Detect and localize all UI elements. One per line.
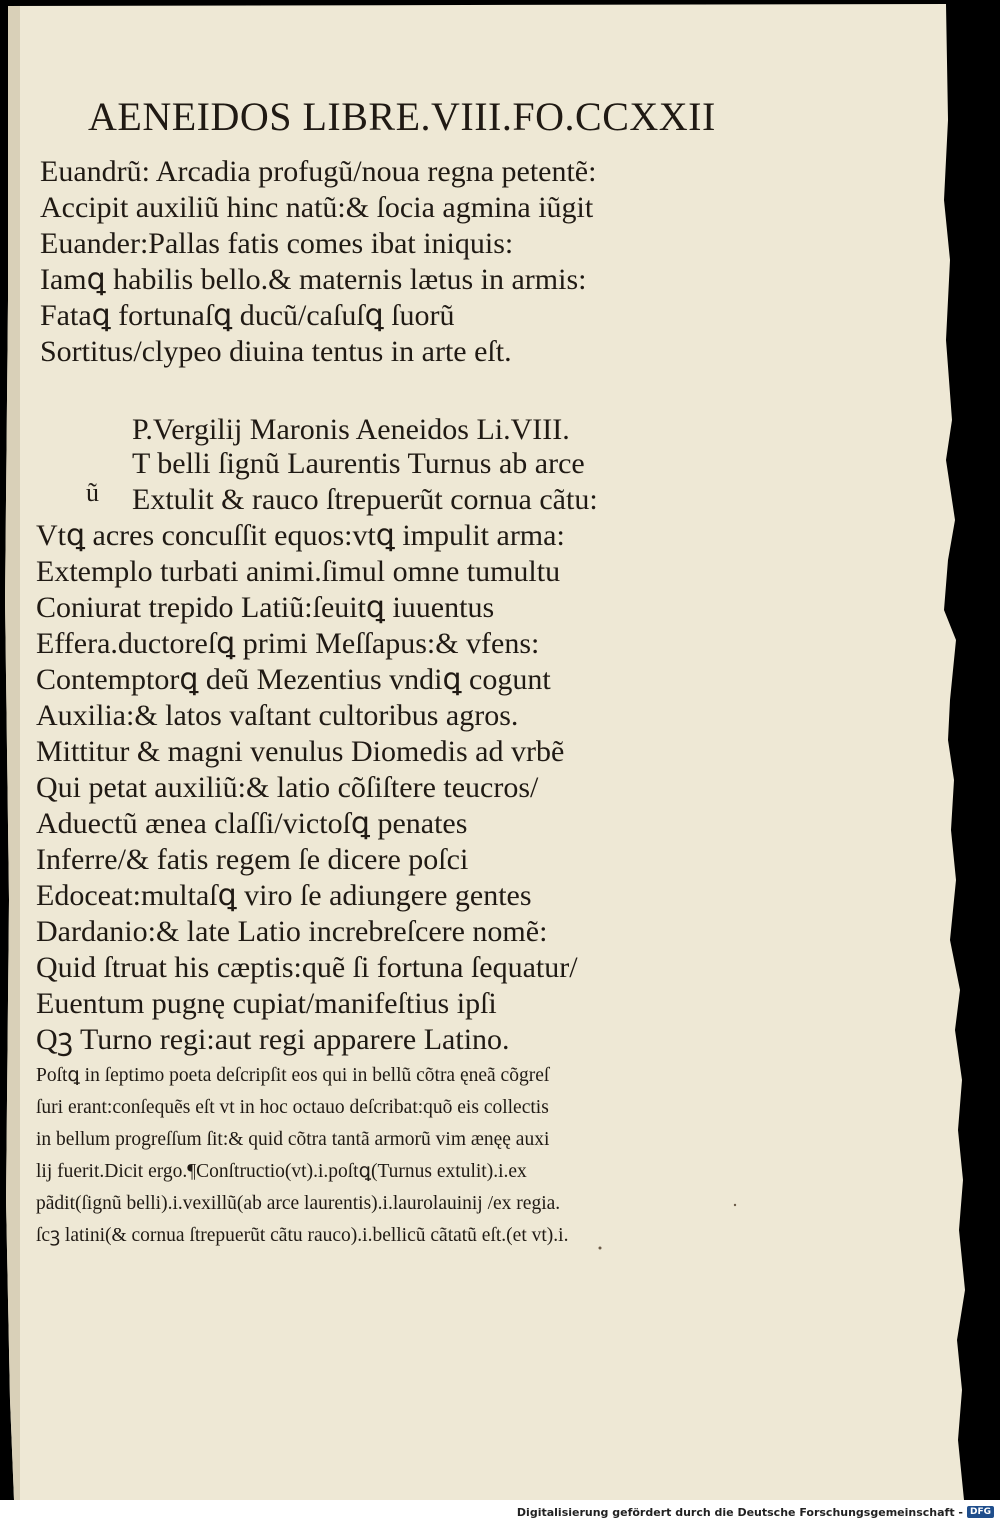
funding-credit: Digitalisierung gefördert durch die Deutsche Forschungsgemeinschaft -	[516, 1505, 963, 1519]
verse-line: Mittitur & magni venulus Diomedis ad vrbẽ	[36, 735, 565, 768]
commentary-line: in bellum progreſſum ſit:& quid cõtra tantã armorũ vim ænęę auxi	[36, 1129, 550, 1150]
verse-line: Extulit & rauco ſtrepuerũt cornua cãtu:	[132, 483, 598, 516]
commentary-line: Poſtꝗ in ſeptimo poeta deſcripſit eos qui in bellũ cõtra ęneã cõgreſ	[36, 1065, 550, 1086]
verse-line: Dardanio:& late Latio increbreſcere nomẽ:	[36, 915, 548, 948]
verse-line: Auxilia:& latos vaſtant cultoribus agros.	[36, 699, 519, 732]
verse-line: Sortitus/clypeo diuina tentus in arte eſt.	[40, 335, 512, 368]
digitization-footer	[0, 1500, 1000, 1524]
commentary-line: pãdit(ſignũ belli).i.vexillũ(ab arce laurentis).i.laurolauinij /ex regia.	[36, 1193, 561, 1214]
verse-line: Euander:Pallas fatis comes ibat iniquis:	[40, 227, 514, 260]
verse-line: Iamꝗ habilis bello.& maternis lætus in armis:	[40, 263, 587, 296]
verse-line: Aduectũ ænea claſſi/victoſꝗ penates	[36, 807, 468, 840]
verse-line: Euentum pugnę cupiat/manifeſtius ipſi	[36, 987, 497, 1020]
verse-line: Contemptorꝗ deũ Mezentius vndiꝗ cogunt	[36, 663, 551, 696]
verse-line: T belli ſignũ Laurentis Turnus ab arce	[132, 447, 585, 480]
verse-line: Fataꝗ fortunaſꝗ ducũ/caſuſꝗ ſuorũ	[40, 299, 455, 332]
verse-line: Accipit auxiliũ hinc natũ:& ſocia agmina iũgit	[40, 191, 594, 224]
verse-line: Edoceat:multaſꝗ viro ſe adiungere gentes	[36, 879, 532, 912]
dfg-logo: DFG	[967, 1506, 994, 1518]
verse-line: Qꝫ Turno regi:aut regi apparere Latino.	[36, 1023, 510, 1056]
commentary-line: ſcꝫ latini(& cornua ſtrepuerũt cãtu rauco).i.bellicũ cãtatũ eſt.(et vt).i.	[36, 1225, 569, 1246]
commentary-line: ſuri erant:conſequẽs eſt vt in hoc octauo deſcribat:quõ eis collectis	[36, 1097, 549, 1118]
verse-line: Extemplo turbati animi.ſimul omne tumultu	[36, 555, 561, 588]
commentary-line: lij fuerit.Dicit ergo.¶Conſtructio(vt).i.poſtꝗ(Turnus extulit).i.ex	[36, 1161, 527, 1182]
running-header: AENEIDOS LIBRE.VIII.FO.CCXXII	[88, 94, 716, 139]
verse-line: Vtꝗ acres concuſſit equos:vtꝗ impulit arma:	[36, 519, 565, 552]
verse-line: Quid ſtruat his cæptis:quẽ ſi fortuna ſequatur/	[36, 951, 578, 984]
verse-line: Euandrũ: Arcadia profugũ/noua regna petentẽ:	[40, 155, 597, 188]
verse-line: Coniurat trepido Latiũ:ſeuitꝗ iuuentus	[36, 591, 495, 624]
book-title: P.Vergilij Maronis Aeneidos Li.VIII.	[132, 413, 570, 446]
margin-gloss: ũ	[86, 478, 99, 507]
verse-line: Qui petat auxiliũ:& latio cõſiſtere teucros/	[36, 771, 539, 804]
verse-line: Inferre/& fatis regem ſe dicere poſci	[36, 843, 469, 876]
verse-line: Effera.ductoreſꝗ primi Meſſapus:& vfens:	[36, 627, 540, 660]
